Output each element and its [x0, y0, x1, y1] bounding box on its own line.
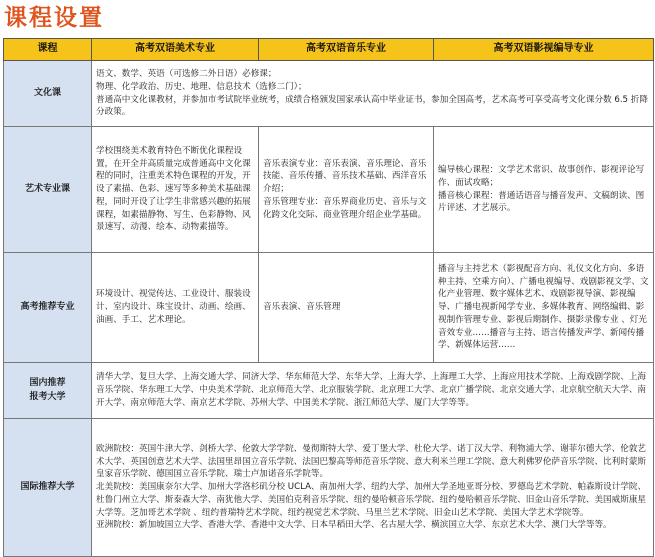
- culture-line-1: 语文、数学、英语（可选修二外日语）必修课；: [96, 69, 277, 80]
- table-row-art: [4, 127, 654, 253]
- culture-cell: [92, 61, 654, 127]
- course-table: [3, 38, 654, 557]
- art-music-cell: [259, 127, 434, 253]
- header-fine-art: 高考双语美术专业: [92, 39, 259, 61]
- table-row-culture: [4, 61, 654, 127]
- row-label-recommended: 高考推荐专业: [4, 253, 92, 363]
- row-label-domestic: [4, 363, 92, 419]
- row-label-domestic-line-1: 国内推荐: [29, 378, 66, 389]
- culture-line-3: 普通高中文化课教材，并参加市考试院毕业统考，成绩合格颁发国家承认高中毕业证书，参加全国高考，艺术高考可享受高考文化课分数 6.5 折降分政策。: [96, 94, 648, 118]
- header-music: 高考双语音乐专业: [259, 39, 434, 61]
- table-header-row: [4, 39, 654, 61]
- table-row-international: [4, 419, 654, 557]
- international-north-america: 北美院校：美国康奈尔大学、加州大学洛杉矶分校 UCLA、南加州大学、纽约大学、加州大学圣地亚哥分校、罗德岛艺术学院、帕森斯设计学院、杜鲁门州立大学、斯泰森大学、南犹他大学、美国伯克利音乐学院、纽约曼哈顿音乐学院、纽约曼哈顿音乐学院、旧金山音乐学院、美国威斯康星大学等。芝加哥艺术学院 、纽约普瑞特艺术学院、纽约视觉艺术学院、马里兰艺术学院、旧金山艺术学院、美国大学艺术学院等。: [96, 482, 647, 518]
- international-asia: 亚洲院校：新加坡国立大学、香港大学、香港中文大学、日本早稻田大学、名古屋大学、横滨国立大学、东京艺术大学、澳门大学等等。: [96, 520, 612, 531]
- culture-line-2: 物理、化学政治、历史、地理、信息技术（选修二门）；: [96, 81, 307, 92]
- row-label-domestic-line-2: 报考大学: [29, 391, 66, 402]
- page-title: 课程设置: [4, 5, 104, 31]
- art-music-line-2: 音乐管理专业：音乐界商业历史、音乐与文化跨文化交际、商业管理介绍企业学基础。: [263, 196, 427, 220]
- domestic-cell: 清华大学、复旦大学、上海交通大学、同济大学、华东师范大学、东华大学、上海大学、上海理工大学、上海应用技术学院、上海戏剧学院、上海音乐学院、华东理工大学、中央美术学院、北京师范大学、北京服装学院、北京理工大学、北京广播学院、北京交通大学、北京航空航天大学、南开大学、南京师范大学、南京艺术学院、苏州大学、中国美术学院、浙江师范大学、厦门大学等等。: [92, 363, 654, 419]
- row-label-international: 国际推荐大学: [4, 419, 92, 557]
- art-fine-art-cell: 学校围绕美术教育特色不断优化课程设置，在开全并高质量完成普通高中文化课程的同时，注重美术特色课程的开发，开设了素描、色彩、速写等多种美术基础课程，同时开设了让学生非常感兴趣的拓展课程，如素描静物、写生、色彩静物、风景速写、动漫、绘本、动物素描等。: [92, 127, 259, 253]
- header-course: 课程: [4, 39, 92, 61]
- row-label-culture: 文化课: [4, 61, 92, 127]
- recommended-music-cell: 音乐表演、音乐管理: [259, 253, 434, 363]
- row-label-art: 艺术专业课: [4, 127, 92, 253]
- art-music-line-1: 音乐表演专业：音乐表演、音乐理论、音乐技能、音乐传播、音乐技术基础、西洋音乐介绍；: [263, 158, 427, 195]
- recommended-fine-art-cell: 环境设计、视觉传达、工业设计、服装设计、室内设计、珠宝设计、动画、绘画、油画、手工、艺术理论。: [92, 253, 259, 363]
- art-film-cell: [434, 127, 654, 253]
- international-cell: [92, 419, 654, 557]
- art-film-line-1: 编导核心课程：文学艺术常识、故事创作、影视评论写作、面试攻略；: [438, 165, 645, 188]
- recommended-film-cell: 播音与主持艺术（影视配音方向、礼仪文化方向、多语种主持、空乘方向）、广播电视编导、戏剧影视文学、文化产业管理、数字媒体艺术、戏剧影视导演、影视编导、广播电视新闻学专业、多媒体教育、网络编辑、影视制作管理专业、影视后期制作、摄影录像专业 、灯光音效专业……播音与主持、语言传播发声学、新闻传播学、新媒体运营……: [434, 253, 654, 363]
- table-row-recommended: [4, 253, 654, 363]
- table-row-domestic: [4, 363, 654, 419]
- international-europe: 欧洲院校：英国牛津大学、剑桥大学、伦敦大学学院、曼彻斯特大学、爱丁堡大学、杜伦大学、诺丁汉大学、利物浦大学、谢菲尔德大学、伦敦艺术大学、英国创意艺术大学、法国里昂国立音乐学院、法国巴黎高等师范音乐学院、意大利米兰理工学院、意大利佛罗伦萨音乐学院、比利时蒙斯皇家音乐学院、德国国立音乐学院、瑞士卢加诺音乐学院等。: [96, 443, 647, 480]
- header-film: 高考双语影视编导专业: [434, 39, 654, 61]
- art-film-line-2: 播音核心课程：普通话语音与播音发声、文稿朗读、图片评述、才艺展示。: [438, 190, 645, 214]
